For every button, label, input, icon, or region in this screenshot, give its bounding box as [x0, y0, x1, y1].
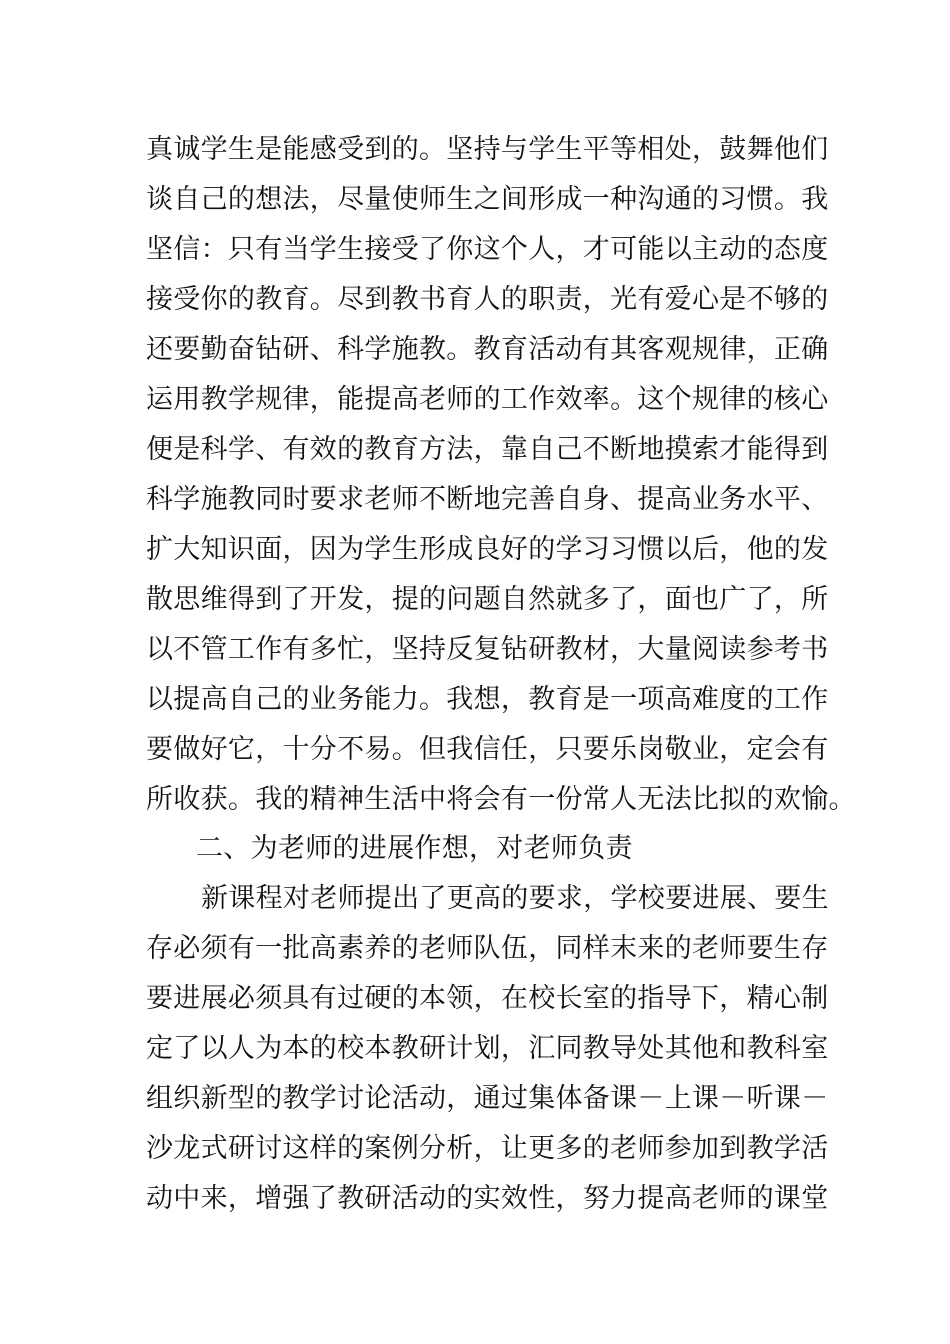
text-line: 要做好它，十分不易。但我信任，只要乐岗敬业，定会有: [146, 734, 829, 765]
section-heading: 二、为老师的进展作想，对老师负责: [196, 833, 633, 864]
text-line: 科学施教同时要求老师不断地完善自身、提高业务水平、: [146, 484, 829, 515]
text-line: 新课程对老师提出了更高的要求，学校要进展、要生: [201, 883, 829, 914]
text-line: 以提高自己的业务能力。我想，教育是一项高难度的工作: [146, 684, 829, 715]
text-line: 谈自己的想法，尽量使师生之间形成一种沟通的习惯。我: [146, 184, 829, 215]
text-line: 存必须有一批高素养的老师队伍，同样末来的老师要生存: [146, 933, 829, 964]
text-line: 还要勤奋钻研、科学施教。教育活动有其客观规律，正确: [146, 334, 829, 365]
text-line: 要进展必须具有过硬的本领，在校长室的指导下，精心制: [146, 983, 829, 1014]
text-line: 真诚学生是能感受到的。坚持与学生平等相处，鼓舞他们: [146, 134, 829, 165]
text-line: 散思维得到了开发，提的问题自然就多了，面也广了，所: [146, 584, 829, 615]
text-line: 运用教学规律，能提高老师的工作效率。这个规律的核心: [146, 384, 829, 415]
text-line: 沙龙式研讨这样的案例分析，让更多的老师参加到教学活: [146, 1133, 829, 1164]
text-line: 扩大知识面，因为学生形成良好的学习习惯以后，他的发: [146, 534, 829, 565]
text-line: 所收获。我的精神生活中将会有一份常人无法比拟的欢愉。: [146, 784, 856, 815]
text-line: 定了以人为本的校本教研计划，汇同教导处其他和教科室: [146, 1033, 829, 1064]
text-line: 便是科学、有效的教育方法，靠自己不断地摸索才能得到: [146, 434, 829, 465]
text-line: 接受你的教育。尽到教书育人的职责，光有爱心是不够的: [146, 284, 829, 315]
text-line: 动中来，增强了教研活动的实效性，努力提高老师的课堂: [146, 1183, 829, 1214]
text-line: 坚信：只有当学生接受了你这个人，才可能以主动的态度: [146, 234, 829, 265]
text-line: 组织新型的教学讨论活动，通过集体备课－上课－听课－: [146, 1083, 829, 1114]
text-line: 以不管工作有多忙，坚持反复钻研教材，大量阅读参考书: [146, 634, 829, 665]
